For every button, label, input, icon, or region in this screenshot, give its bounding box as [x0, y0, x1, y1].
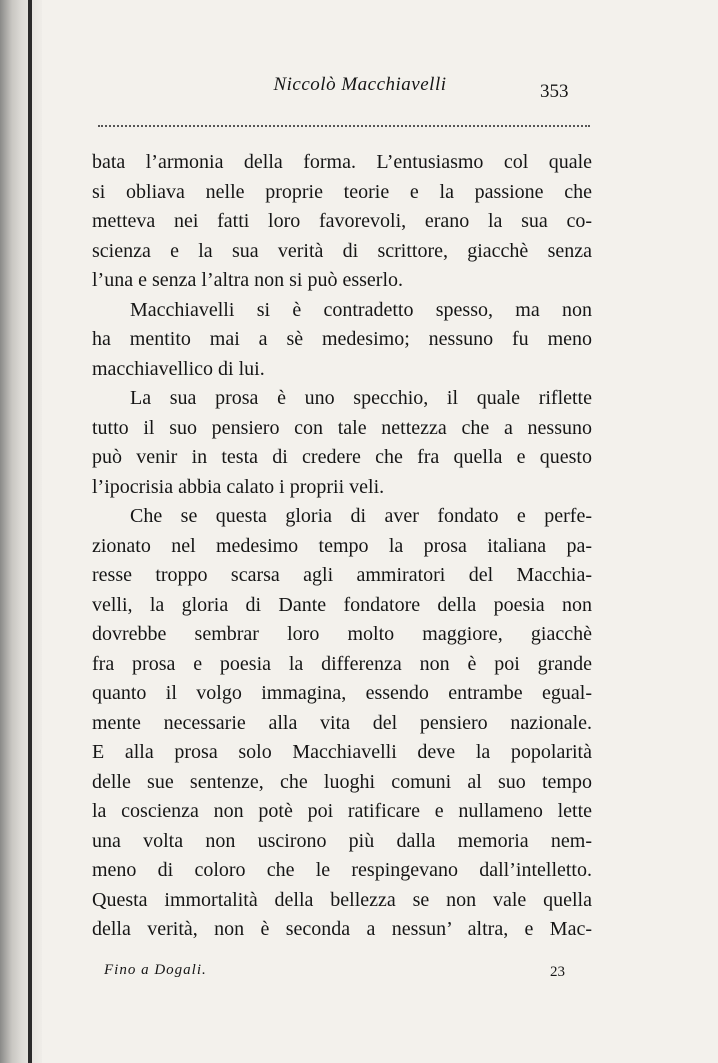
text-line: si obliava nelle proprie teorie e la passione che — [92, 180, 592, 203]
book-binding-shadow — [0, 0, 42, 1063]
text-line: macchiavellico di lui. — [92, 357, 265, 380]
text-line: delle sue sentenze, che luoghi comuni al suo tempo — [92, 770, 592, 793]
running-header-title: Niccolò Macchiavelli — [273, 74, 447, 95]
text-line: resse troppo scarsa agli ammiratori del Macchia- — [92, 564, 592, 586]
text-line: dovrebbe sembrar loro molto maggiore, giacchè — [92, 623, 592, 645]
text-line: mente necessarie alla vita del pensiero nazionale. — [92, 711, 592, 734]
text-line: La sua prosa è uno specchio, il quale riflette — [130, 387, 592, 409]
text-line: Questa immortalità della bellezza se non vale quella — [92, 888, 592, 911]
text-line: E alla prosa solo Macchiavelli deve la popolarità — [92, 741, 592, 763]
text-line: zionato nel medesimo tempo la prosa italiana pa- — [92, 534, 592, 557]
text-line: la coscienza non potè poi ratificare e nullameno lette — [92, 800, 592, 822]
book-gutter-edge — [28, 0, 32, 1063]
text-line: Che se questa gloria di aver fondato e perfe- — [130, 505, 592, 527]
text-line: scienza e la sua verità di scrittore, giacchè senza — [92, 239, 592, 262]
text-line: bata l’armonia della forma. L’entusiasmo col quale — [92, 151, 592, 173]
header-dotted-rule — [98, 125, 590, 127]
text-line: velli, la gloria di Dante fondatore della poesia non — [92, 593, 592, 616]
text-line: metteva nei fatti loro favorevoli, erano la sua co- — [92, 210, 592, 232]
text-line: fra prosa e poesia la differenza non è poi grande — [92, 652, 592, 675]
signature-number: 23 — [550, 964, 565, 980]
page-number: 353 — [540, 81, 569, 102]
text-line: meno di coloro che le respingevano dall’intelletto. — [92, 859, 592, 881]
text-line: ha mentito mai a sè medesimo; nessuno fu meno — [92, 328, 592, 350]
text-line: l’ipocrisia abbia calato i proprii veli. — [92, 475, 385, 498]
text-line: può venir in testa di credere che fra quella e questo — [92, 446, 592, 468]
text-line: una volta non uscirono più dalla memoria nem- — [92, 829, 592, 852]
text-line: tutto il suo pensiero con tale nettezza che a nessuno — [92, 416, 592, 439]
text-line: quanto il volgo immagina, essendo entrambe egual- — [92, 682, 592, 704]
text-line: l’una e senza l’altra non si può esserlo. — [92, 269, 404, 291]
signature-mark: Fino a Dogali. — [104, 962, 207, 978]
body-text — [92, 148, 592, 945]
text-line: Macchiavelli si è contradetto spesso, ma non — [130, 298, 592, 321]
text-line: della verità, non è seconda a nessun’ altra, e Mac- — [92, 918, 592, 940]
